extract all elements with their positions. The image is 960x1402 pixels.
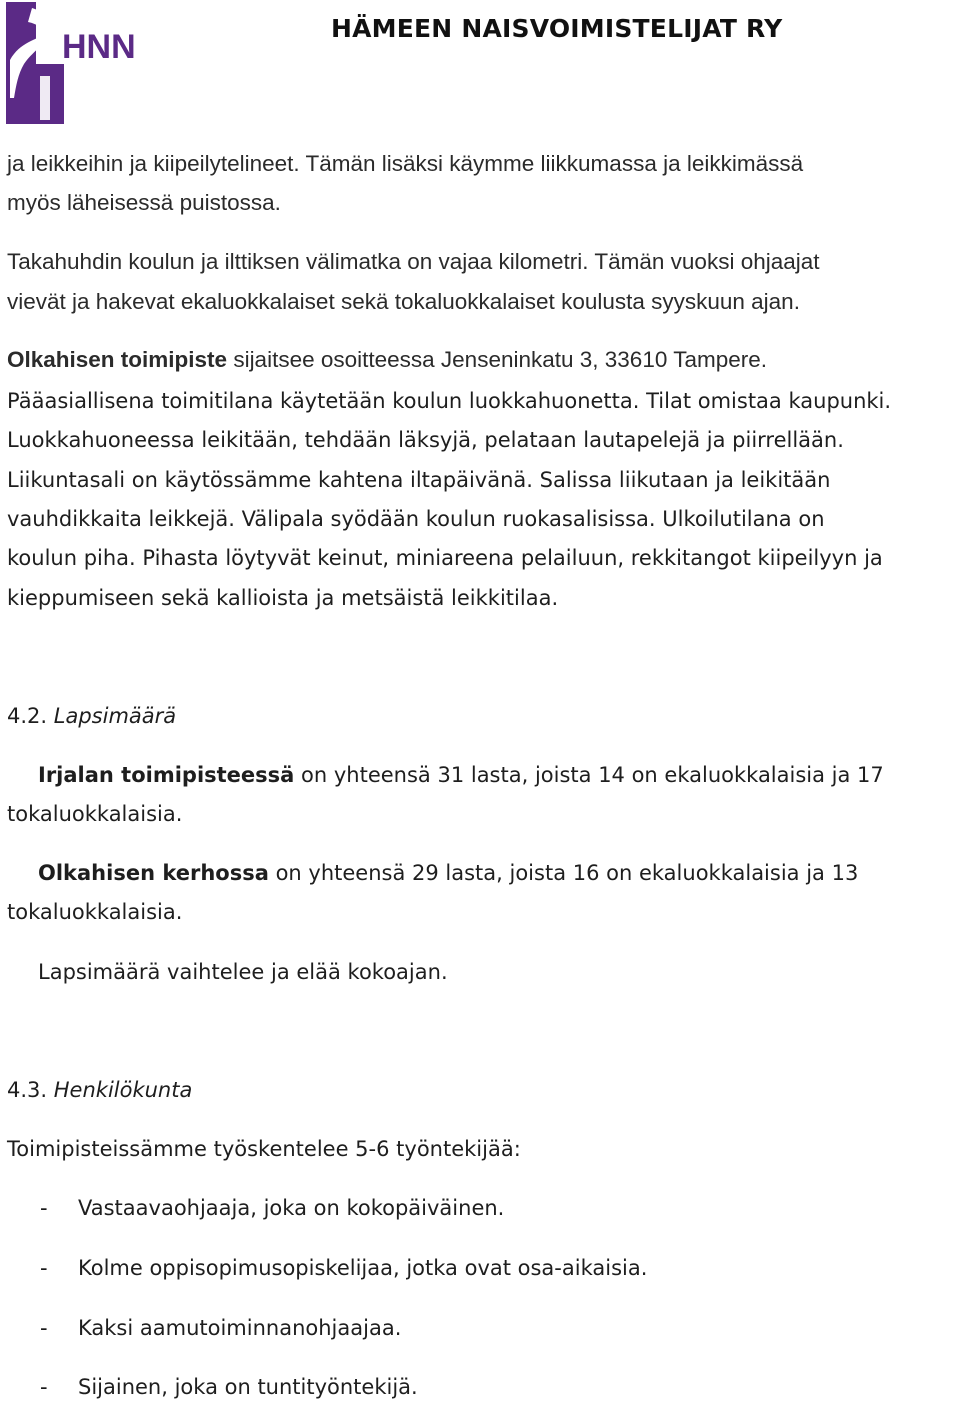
paragraph-line: Lapsimäärä vaihtelee ja elää kokoajan. — [38, 960, 448, 984]
svg-text:HNN: HNN — [62, 28, 136, 66]
section-title: Henkilökunta — [53, 1078, 193, 1102]
paragraph-line: tokaluokkalaisia. — [7, 900, 183, 924]
bullet-marker: - — [40, 1196, 48, 1220]
bullet-marker: - — [40, 1375, 48, 1399]
irjala-bold: Irjalan toimipisteessä — [38, 763, 295, 787]
paragraph-line: vauhdikkaita leikkejä. Välipala syödään koulun ruokasalisissa. Ulkoilutilana on — [7, 507, 825, 531]
olkahinen-bold: Olkahisen kerhossa — [38, 861, 269, 885]
paragraph-line: Pääasiallisena toimitilana käytetään koulun luokkahuonetta. Tilat omistaa kaupunki. — [7, 389, 892, 413]
list-item: Kolme oppisopimusopiskelijaa, jotka ovat osa-aikaisia. — [78, 1256, 648, 1280]
header-title: HÄMEEN NAISVOIMISTELIJAT RY — [331, 14, 783, 43]
irjala-rest: on yhteensä 31 lasta, joista 14 on ekaluokkalaisia ja 17 — [294, 763, 884, 787]
section-heading-4-3 — [7, 1075, 192, 1105]
section-title: Lapsimäärä — [53, 704, 177, 728]
section-number: 4.2. — [7, 704, 48, 728]
olkahinen-rest: on yhteensä 29 lasta, joista 16 on ekaluokkalaisia ja 13 — [268, 861, 859, 885]
section-heading-4-2 — [7, 701, 176, 731]
paragraph-line: koulun piha. Pihasta löytyvät keinut, miniareena pelailuun, rekkitangot kiipeilyyn ja — [7, 546, 883, 570]
olkahinen-count-line — [38, 858, 858, 888]
section-number: 4.3. — [7, 1078, 48, 1102]
olkahinen-location-line — [7, 345, 767, 375]
paragraph-line: Toimipisteissämme työskentelee 5-6 työntekijää: — [7, 1137, 521, 1161]
irjala-count-line — [38, 760, 884, 790]
paragraph-line: Liikuntasali on käytössämme kahtena iltapäivänä. Salissa liikutaan ja leikitään — [7, 468, 831, 492]
olkahinen-location-rest: sijaitsee osoitteessa Jenseninkatu 3, 33610 Tampere. — [227, 347, 767, 372]
paragraph-line: Luokkahuoneessa leikitään, tehdään läksyjä, pelataan lautapelejä ja piirrellään. — [7, 428, 844, 452]
list-item: Vastaavaohjaaja, joka on kokopäiväinen. — [78, 1196, 505, 1220]
list-item: Sijainen, joka on tuntityöntekijä. — [78, 1375, 418, 1399]
paragraph-line: myös läheisessä puistossa. — [7, 190, 281, 215]
list-item: Kaksi aamutoiminnanohjaajaa. — [78, 1316, 402, 1340]
paragraph-line: ja leikkeihin ja kiipeilytelineet. Tämän lisäksi käymme liikkumassa ja leikkimässä — [7, 151, 804, 176]
bullet-marker: - — [40, 1316, 48, 1340]
organization-logo — [6, 2, 136, 124]
paragraph-line: Takahuhdin koulun ja ilttiksen välimatka on vajaa kilometri. Tämän vuoksi ohjaajat — [7, 249, 820, 274]
paragraph-line: vievät ja hakevat ekaluokkalaiset sekä tokaluokkalaiset koulusta syyskuun ajan. — [7, 289, 800, 314]
olkahinen-location-bold: Olkahisen toimipiste — [7, 347, 228, 372]
paragraph-line: kieppumiseen sekä kallioista ja metsäistä leikkitilaa. — [7, 586, 559, 610]
bullet-marker: - — [40, 1256, 48, 1280]
paragraph-line: tokaluokkalaisia. — [7, 802, 183, 826]
